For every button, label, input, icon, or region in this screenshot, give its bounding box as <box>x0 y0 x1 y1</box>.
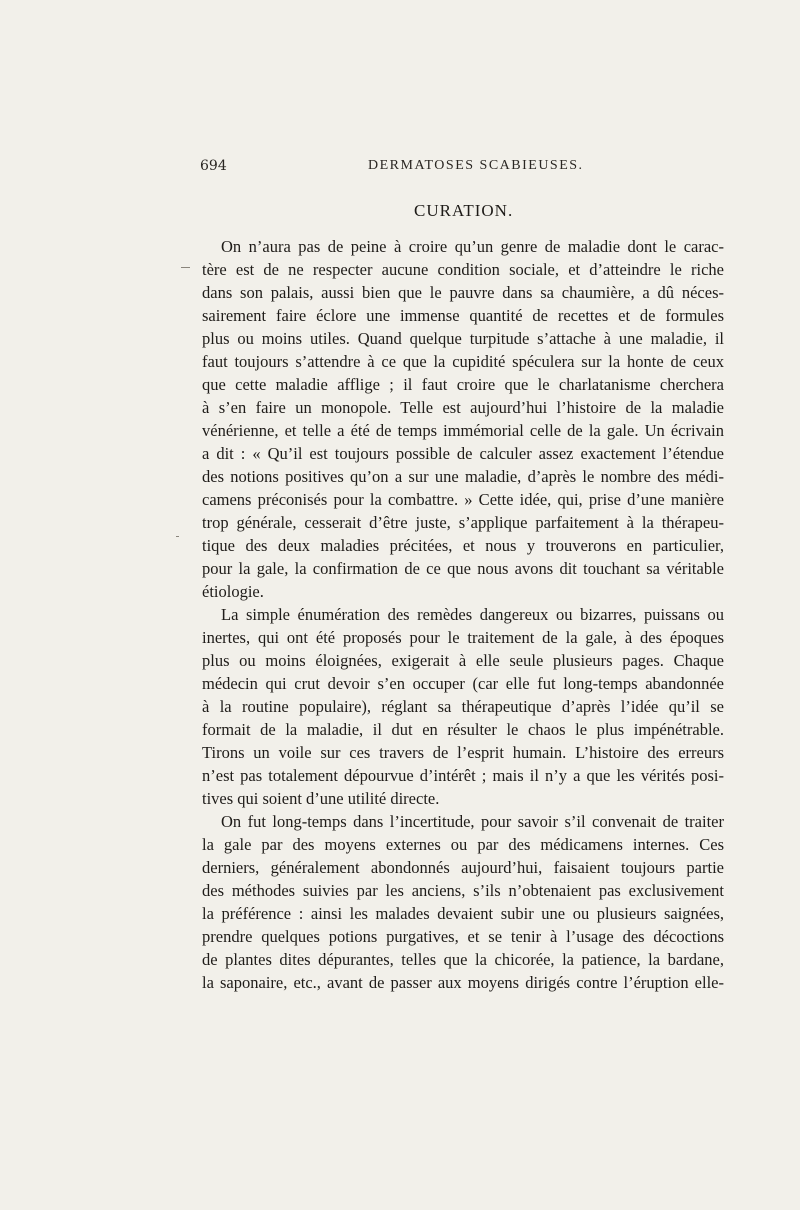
paragraph-line: On n’aura pas de peine à croire qu’un genre de maladie dont le carac- <box>221 237 724 256</box>
paragraph-line: faut toujours s’attendre à ce que la cupidité spéculera sur la honte de ceux <box>202 352 724 371</box>
paragraph-line: Tirons un voile sur ces travers de l’esprit humain. L’histoire des erreurs <box>202 743 724 762</box>
paragraph-line: tique des deux maladies précitées, et nous y trouverons en particulier, <box>202 536 724 555</box>
paragraph-line: la saponaire, etc., avant de passer aux moyens dirigés contre l’éruption elle- <box>202 973 724 992</box>
section-title: CURATION. <box>414 201 514 220</box>
page-number: 694 <box>200 158 227 174</box>
paragraph-line: plus ou moins éloignées, exigerait à elle seule plusieurs pages. Chaque <box>202 651 724 670</box>
paragraph-line: a dit : « Qu’il est toujours possible de calculer assez exactement l’étendue <box>202 444 724 463</box>
paragraph-line: tives qui soient d’une utilité directe. <box>202 789 440 808</box>
paragraph-line: étiologie. <box>202 582 264 601</box>
paragraph-line: n’est pas totalement dépourvue d’intérêt ; mais il n’y a que les vérités posi- <box>202 766 724 785</box>
paragraph-line: trop générale, cesserait d’être juste, s’applique parfaitement à la thérapeu- <box>202 513 724 532</box>
paragraph-line: formait de la maladie, il dut en résulter le chaos le plus impénétrable. <box>202 720 724 739</box>
paragraph-line: prendre quelques potions purgatives, et se tenir à l’usage des décoctions <box>202 927 724 946</box>
paragraph-line: inertes, qui ont été proposés pour le traitement de la gale, à des époques <box>202 628 724 647</box>
paragraph-line: plus ou moins utiles. Quand quelque turpitude s’attache à une maladie, il <box>202 329 724 348</box>
paragraph-line: sairement faire éclore une immense quantité de recettes et de formules <box>202 306 724 325</box>
paragraph-line: tère est de ne respecter aucune condition sociale, et d’atteindre le riche <box>202 260 724 279</box>
paragraph-line: la préférence : ainsi les malades devaient subir une ou plusieurs saignées, <box>202 904 724 923</box>
paragraph-line: des méthodes suivies par les anciens, s’ils n’obtenaient pas exclusivement <box>202 881 724 900</box>
paragraph-line: à s’en faire un monopole. Telle est aujourd’hui l’histoire de la maladie <box>202 398 724 417</box>
paragraph-line: On fut long-temps dans l’incertitude, pour savoir s’il convenait de traiter <box>221 812 724 831</box>
paragraph-line: des notions positives qu’on a sur une maladie, d’après le nombre des médi- <box>202 467 724 486</box>
paragraph-line: à la routine populaire), réglant sa thérapeutique d’après l’idée qu’il se <box>202 697 724 716</box>
paragraph-line: vénérienne, et telle a été de temps immémorial celle de la gale. Un écrivain <box>202 421 724 440</box>
paragraph-line: La simple énumération des remèdes dangereux ou bizarres, puissans ou <box>221 605 724 624</box>
paragraph-line: derniers, généralement abondonnés aujourd’hui, faisaient toujours partie <box>202 858 724 877</box>
running-head: DERMATOSES SCABIEUSES. <box>368 158 584 173</box>
paragraph-line: de plantes dites dépurantes, telles que la chicorée, la patience, la bardane, <box>202 950 724 969</box>
paragraph-line: pour la gale, la confirmation de ce que nous avons dit touchant sa véritable <box>202 559 724 578</box>
paragraph-line: la gale par des moyens externes ou par des médicamens internes. Ces <box>202 835 724 854</box>
paragraph-line: médecin qui crut devoir s’en occuper (car elle fut long-temps abandonnée <box>202 674 724 693</box>
paragraph-line: dans son palais, aussi bien que le pauvre dans sa chaumière, a dû néces- <box>202 283 724 302</box>
paragraph-line: camens préconisés pour la combattre. » Cette idée, qui, prise d’une manière <box>202 490 724 509</box>
margin-dash-mark <box>181 267 190 268</box>
margin-speck-mark <box>176 536 179 537</box>
paragraph-line: que cette maladie afflige ; il faut croire que le charlatanisme cherchera <box>202 375 724 394</box>
